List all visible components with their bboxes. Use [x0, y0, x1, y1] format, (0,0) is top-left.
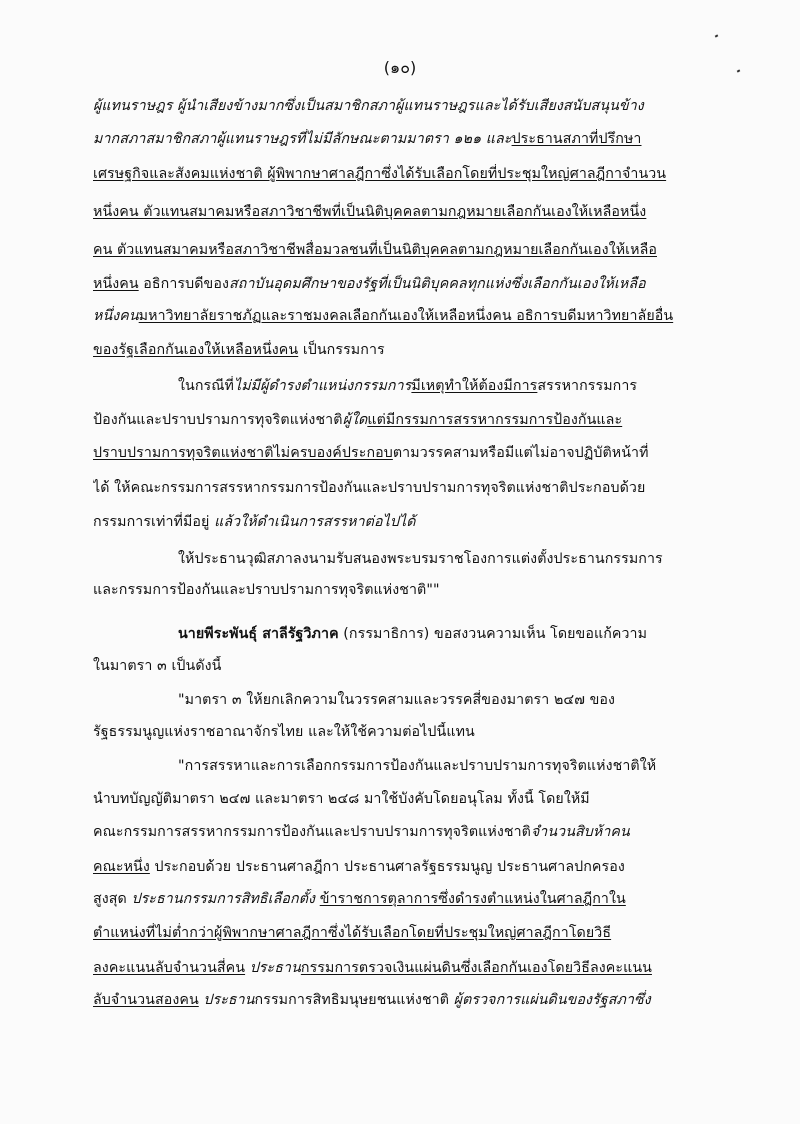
text-segment: (กรรมาธิการ) ขอสงวนความเห็น โดยขอแก้ความ [338, 626, 648, 642]
text-segment: หนึ่งคน [93, 308, 139, 324]
text-line [93, 789, 713, 809]
scan-speck [715, 34, 719, 37]
text-segment: ให้ประธานวุฒิสภาลงนามรับสนองพระบรมราชโองการแต่งตั้งประธานกรรมการ [178, 551, 663, 567]
text-segment: ตามวรรคสามหรือมีแต่ไม่อาจปฏิบัติหน้าที่ [392, 445, 649, 461]
text-line [178, 756, 713, 776]
page-number: (๑๐) [383, 58, 417, 77]
text-segment: "มาตรา ๓ ให้ยกเลิกความในวรรคสามและวรรคสี่ของมาตรา ๒๔๗ ของ [178, 692, 616, 708]
text-line [93, 164, 713, 184]
text-segment: นายพีระพันธุ์ สาลีรัฐวิภาค [178, 626, 339, 642]
text-segment: คณะกรรมการสรรหากรรมการป้องกันและปราบปรามการทุจริตแห่งชาติ [93, 824, 531, 840]
text-line [93, 580, 713, 600]
text-line [178, 624, 713, 644]
text-segment: หนึ่งคน ตัวแทนสมาคมหรือสภาวิชาชีพที่เป็นนิติบุคคลตามกฎหมายเลือกกันเองให้เหลือหนึ่ง [93, 204, 647, 220]
text-segment: ได้ ให้คณะกรรมการสรรหากรรมการป้องกันและปราบปรามการทุจริตแห่งชาติประกอบด้วย [93, 480, 646, 496]
text-segment: ผู้แทนราษฎร ผู้นำเสียงข้างมากซึ่งเป็นสมาชิกสภาผู้แทนราษฎรและได้รับเสียงสนับสนุนข้าง [93, 98, 644, 114]
text-segment: นำบทบัญญัติมาตรา ๒๔๗ และมาตรา ๒๔๘ มาใช้บังคับโดยอนุโลม ทั้งนี้ โดยให้มี [93, 791, 590, 807]
text-line [93, 443, 713, 463]
text-line [93, 410, 713, 430]
text-line [93, 340, 713, 360]
text-line [93, 923, 713, 943]
text-line [93, 274, 713, 294]
text-segment: ลงคะแนนลับจำนวนสี่คน [93, 960, 246, 976]
text-segment: ตำแหน่งที่ไม่ต่ำกว่าผู้พิพากษาศาลฎีกาซึ่งได้รับเลือกโดยที่ประชุมใหญ่ศาลฎีกาโดยวิธี [93, 925, 612, 941]
text-segment: ในมาตรา ๓ เป็นดังนี้ [93, 658, 222, 674]
text-segment: คณะหนึ่ง [93, 859, 150, 875]
text-segment: มีเหตุทำให้ต้องมีการ [411, 378, 538, 394]
text-segment: สถาบันอุดมศึกษาของรัฐที่เป็นนิติบุคคลทุกแห่งซึ่งเลือกกันเองให้เหลือ [229, 276, 646, 292]
text-segment: และกรรมการป้องกันและปราบปรามการทุจริตแห่งชาติ"" [93, 582, 440, 598]
text-segment: ไม่มีผู้ดำรงตำแหน่งกรรมการ [233, 378, 412, 394]
text-line [93, 478, 713, 498]
text-segment: ผู้ใด [342, 412, 368, 428]
text-line [93, 240, 713, 260]
text-segment: แล้วให้ดำเนินการสรรหาต่อไปได้ [214, 514, 416, 530]
text-segment: กรรมการสิทธิมนุษยชนแห่งชาติ [254, 992, 454, 1008]
text-line [93, 96, 713, 116]
text-line [93, 656, 713, 676]
text-segment: ประธาน [249, 960, 301, 976]
text-segment: หนึ่งคน [93, 276, 139, 292]
text-line [93, 990, 713, 1010]
text-segment: ประธาน [203, 992, 255, 1008]
text-line [93, 889, 713, 909]
text-segment: มากสภาสมาชิกสภาผู้แทนราษฎรที่ไม่มีลักษณะตามมาตรา ๑๒๑ และ [93, 131, 512, 147]
text-line [178, 690, 713, 710]
text-segment: แต่มีกรรมการสรรหากรรมการป้องกันและ [367, 412, 623, 428]
text-segment: สูงสุด [93, 891, 132, 907]
text-segment: เป็นกรรมการ [298, 342, 385, 358]
text-line [93, 958, 713, 978]
text-line [93, 306, 713, 326]
text-segment: ปราบปรามการทุจริตแห่งชาติไม่ครบองค์ประกอบ [93, 445, 393, 461]
text-segment: ในกรณีที่ [178, 378, 234, 394]
text-segment: เศรษฐกิจและสังคมแห่งชาติ ผู้พิพากษาศาลฎีกาซึ่งได้รับเลือกโดยที่ประชุมใหญ่ศาลฎีกาจำนวน [93, 166, 667, 182]
text-segment: "การสรรหาและการเลือกกรรมการป้องกันและปราบปรามการทุจริตแห่งชาติให้ [178, 758, 657, 774]
text-line [93, 722, 713, 742]
text-line [93, 822, 713, 842]
text-segment: ประธานสภาที่ปรึกษา [511, 131, 642, 147]
text-segment: จำนวนสิบห้าคน [530, 824, 630, 840]
text-segment: คน ตัวแทนสมาคมหรือสภาวิชาชีพสื่อมวลชนที่เป็นนิติบุคคลตามกฎหมายเลือกกันเองให้เหลือ [93, 242, 657, 258]
text-line [178, 549, 713, 569]
text-line [93, 129, 713, 149]
text-line [178, 376, 713, 396]
text-line [93, 512, 713, 532]
text-segment: ของรัฐเลือกกันเองให้เหลือหนึ่งคน [93, 342, 299, 358]
text-segment: สรรหากรรมการ [537, 378, 638, 394]
text-segment: ประกอบด้วย ประธานศาลฎีกา ประธานศาลรัฐธรรมนูญ ประธานศาลปกครอง [149, 859, 625, 875]
text-line [93, 202, 713, 222]
text-segment: ลับจำนวนสองคน [93, 992, 199, 1008]
text-segment: ป้องกันและปราบปรามการทุจริตแห่งชาติ [93, 412, 343, 428]
text-line [93, 857, 713, 877]
text-segment: อธิการบดีของ [138, 276, 230, 292]
text-segment: ผู้ตรวจการแผ่นดินของรัฐสภาซึ่ง [453, 992, 651, 1008]
text-segment: รัฐธรรมนูญแห่งราชอาณาจักรไทย และให้ใช้ความต่อไปนี้แทน [93, 724, 475, 740]
text-segment: ประธานกรรมการสิทธิเลือกตั้ง [131, 891, 316, 907]
text-segment: กรรมการเท่าที่มีอยู่ [93, 514, 215, 530]
text-segment: ข้าราชการตุลาการซึ่งดำรงตำแหน่งในศาลฎีกาใน [319, 891, 626, 907]
text-segment: กรรมการตรวจเงินแผ่นดินซึ่งเลือกกันเองโดยวิธีลงคะแนน [300, 960, 652, 976]
text-segment: มหาวิทยาลัยราชภัฏและราชมงคลเลือกกันเองให้เหลือหนึ่งคน อธิการบดีมหาวิทยาลัยอื่น [138, 308, 674, 324]
